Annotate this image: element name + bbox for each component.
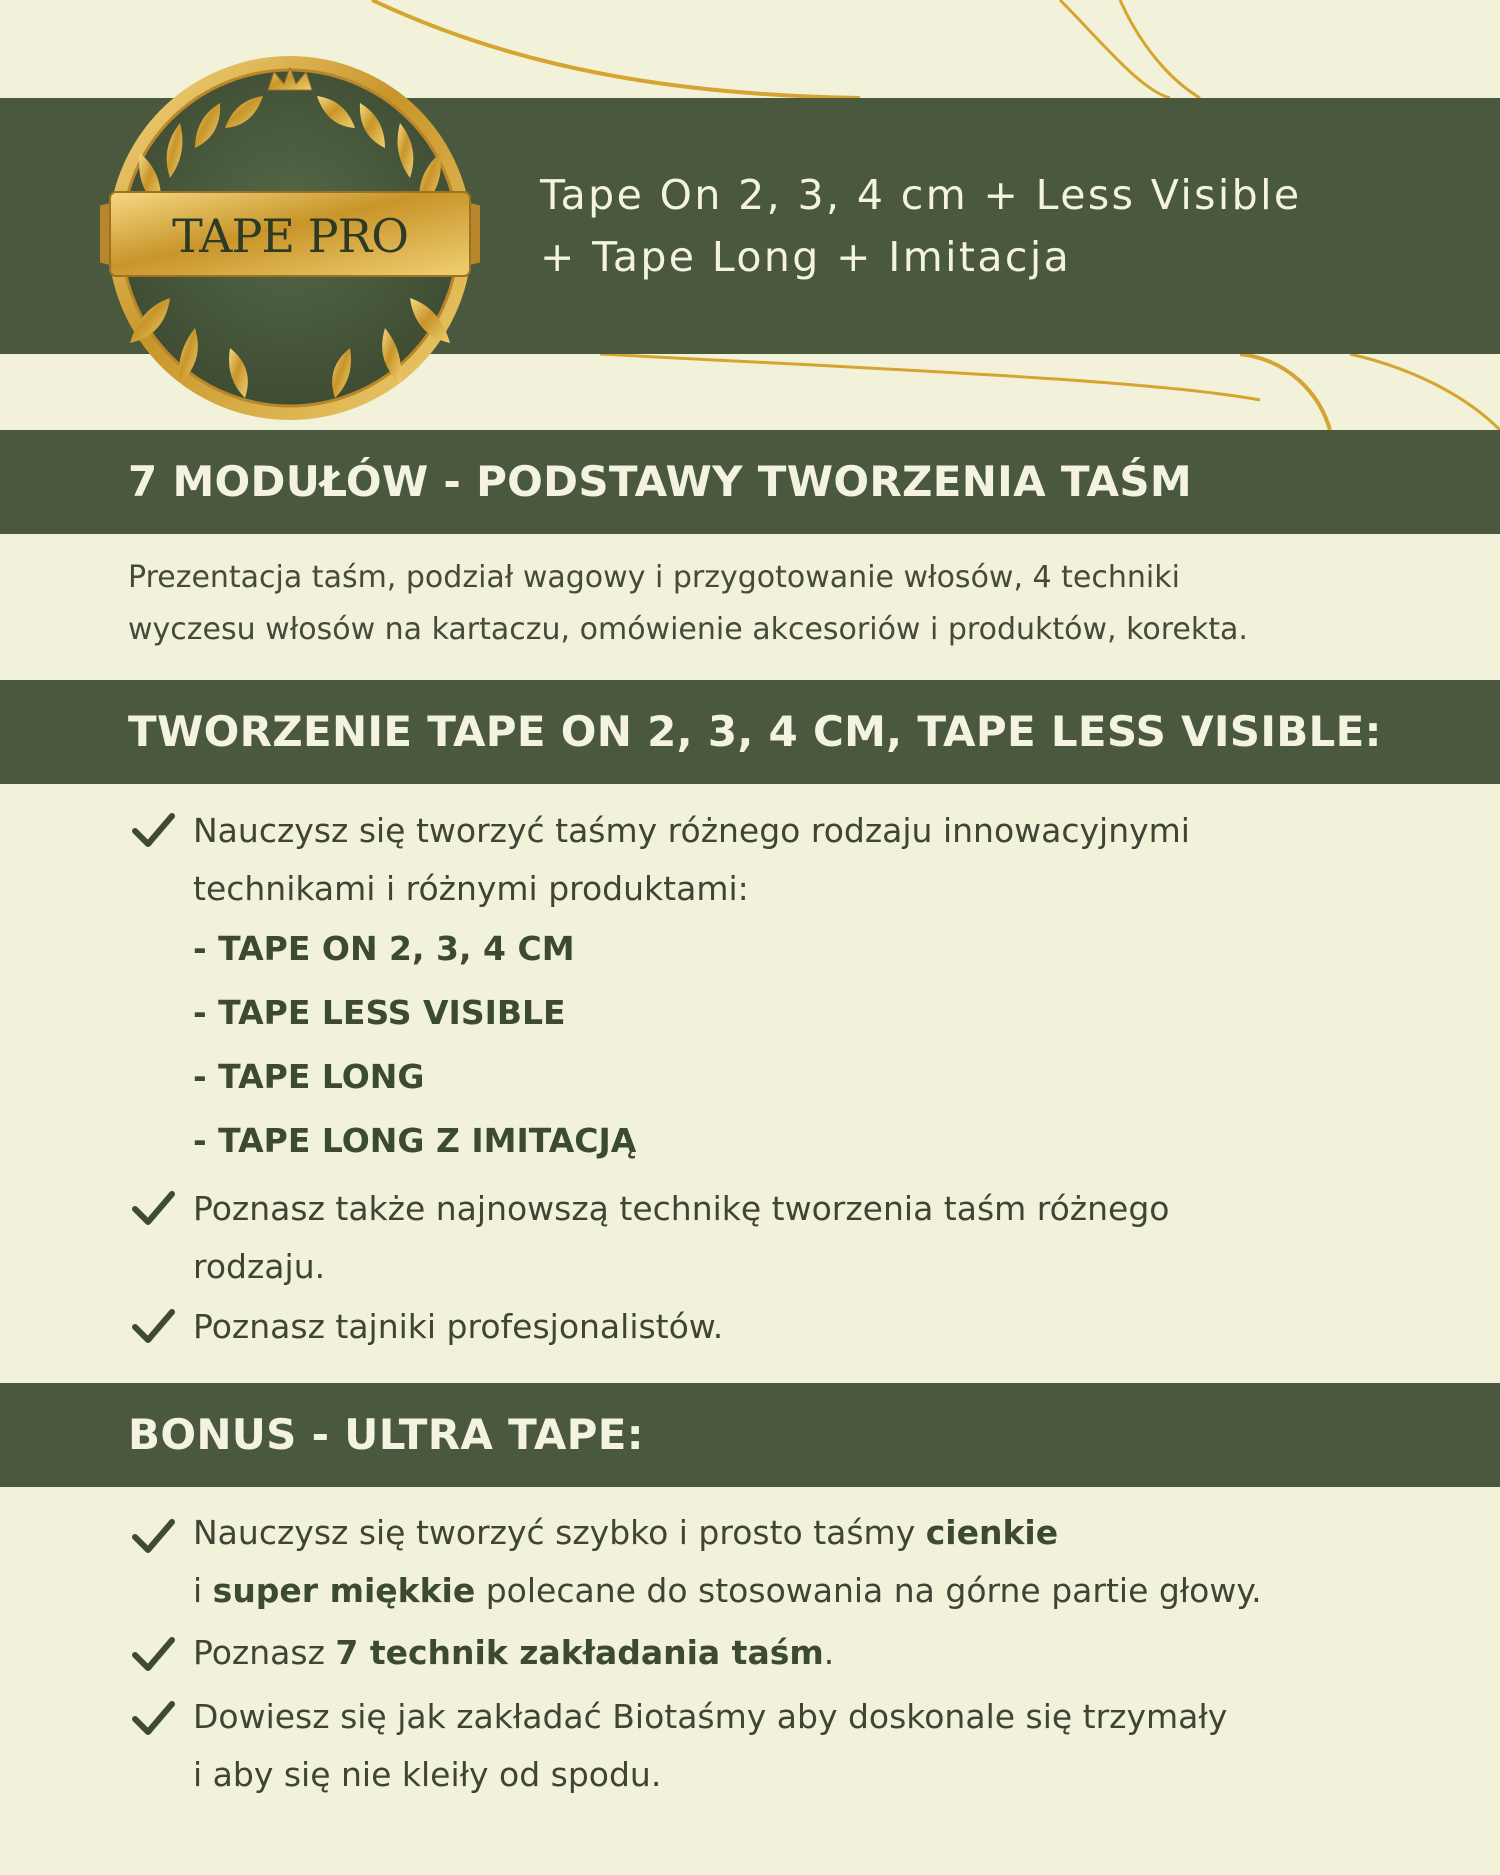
text: Poznasz — [193, 1633, 336, 1672]
section-bonus-title: BONUS - ULTRA TAPE: — [128, 1410, 644, 1459]
check-icon — [130, 1184, 176, 1230]
logo-text: TAPE PRO — [172, 209, 408, 263]
text: . — [823, 1633, 835, 1672]
item-line: Poznasz także najnowszą technikę tworzenia taśm różnego — [193, 1189, 1170, 1228]
text: polecane do stosowania na górne partie głowy. — [475, 1571, 1262, 1610]
sub-item-tape-on: - TAPE ON 2, 3, 4 CM — [193, 929, 575, 968]
sub-item-tape-less-visible: - TAPE LESS VISIBLE — [193, 993, 566, 1032]
check-icon — [130, 1302, 176, 1348]
check-icon — [130, 1694, 176, 1740]
bold-text: 7 technik zakładania taśm — [335, 1633, 824, 1672]
tape-pro-logo — [100, 48, 480, 428]
section-modules-description — [128, 552, 1448, 656]
text: Nauczysz się tworzyć szybko i prosto taśmy — [193, 1513, 926, 1552]
list-item — [193, 1688, 1453, 1804]
description-line2: wyczesu włosów na kartaczu, omówienie akcesoriów i produktów, korekta. — [128, 612, 1248, 647]
list-item — [193, 1180, 1453, 1296]
item-line — [193, 1562, 1453, 1620]
header-title — [540, 164, 1440, 288]
list-item — [193, 1624, 1453, 1682]
section-modules-header — [0, 430, 1500, 534]
section-modules-title: 7 MODUŁÓW - PODSTAWY TWORZENIA TAŚM — [128, 457, 1192, 506]
check-icon — [130, 806, 176, 852]
text: i — [193, 1571, 213, 1610]
section-bonus-header — [0, 1383, 1500, 1487]
list-item — [193, 1504, 1453, 1620]
item-line: Dowiesz się jak zakładać Biotaśmy aby doskonale się trzymały — [193, 1697, 1228, 1736]
sub-item-tape-long: - TAPE LONG — [193, 1057, 425, 1096]
item-line — [193, 1504, 1453, 1562]
item-line: i aby się nie kleiły od spodu. — [193, 1755, 662, 1794]
bold-text: cienkie — [925, 1513, 1059, 1552]
section-creation-title: TWORZENIE TAPE ON 2, 3, 4 CM, TAPE LESS VISIBLE: — [128, 707, 1382, 756]
description-line1: Prezentacja taśm, podział wagowy i przygotowanie włosów, 4 techniki — [128, 560, 1180, 595]
sub-item-tape-long-imitacja: - TAPE LONG Z IMITACJĄ — [193, 1121, 637, 1160]
item-line: rodzaju. — [193, 1247, 326, 1286]
section-creation-header — [0, 680, 1500, 784]
bold-text: super miękkie — [212, 1571, 476, 1610]
list-item — [193, 802, 1453, 918]
check-icon — [130, 1630, 176, 1676]
header-title-line2: + Tape Long + Imitacja — [540, 233, 1072, 281]
list-item: Poznasz tajniki profesjonalistów. — [193, 1307, 724, 1346]
check-icon — [130, 1512, 176, 1558]
header-title-line1: Tape On 2, 3, 4 cm + Less Visible — [540, 171, 1302, 219]
item-line: Nauczysz się tworzyć taśmy różnego rodzaju innowacyjnymi — [193, 811, 1190, 850]
item-line: technikami i różnymi produktami: — [193, 869, 749, 908]
